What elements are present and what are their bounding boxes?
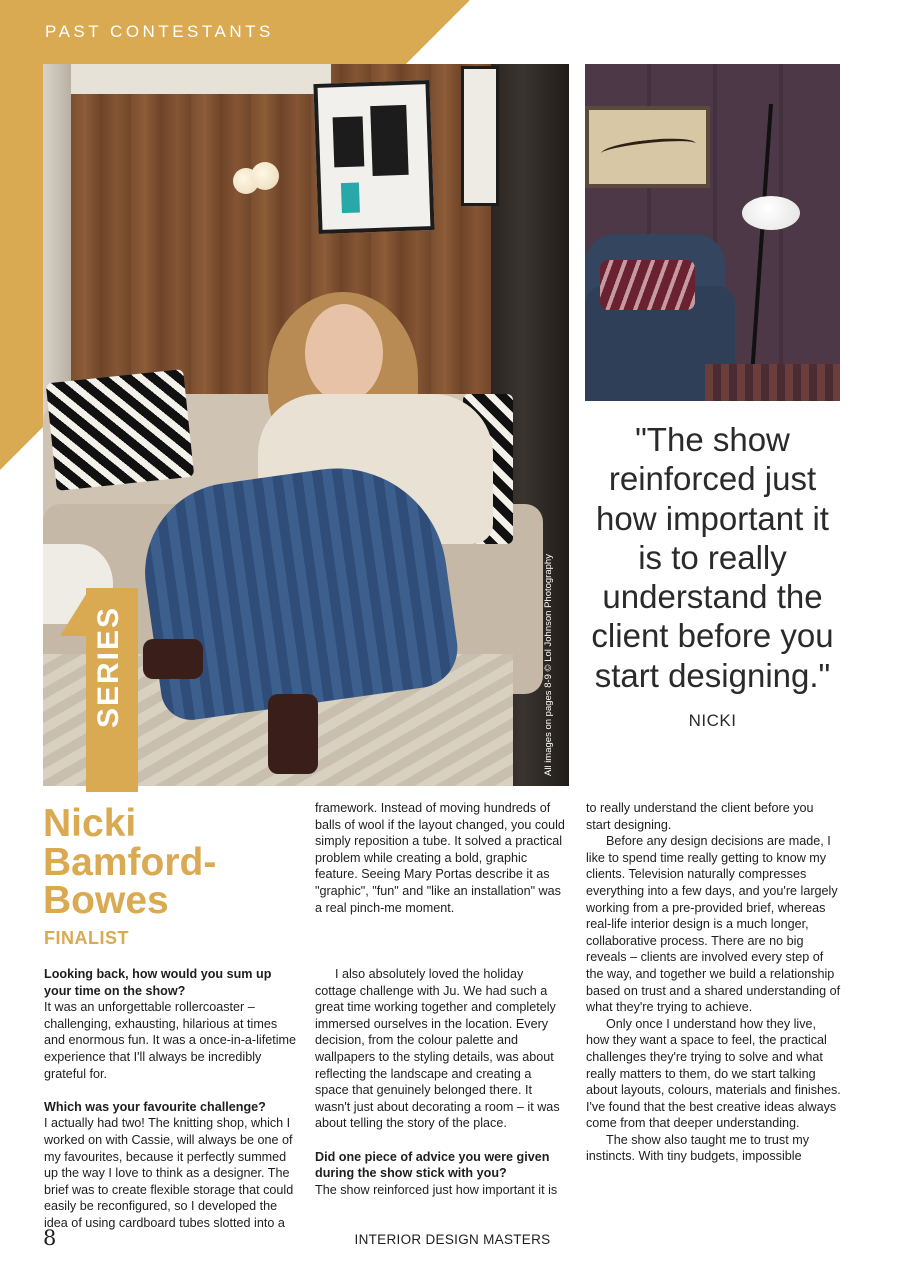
interview-question: Looking back, how would you sum up your time on the show? <box>44 967 272 998</box>
interview-answer: I also absolutely loved the holiday cottage challenge with Ju. We had such a great time working together and completely immersed ourselves in the location. Every decision, from the colour palette and wallpapers to the styling details, was about reflecting the landscape and creating a space that genuinely belonged there. It wasn't just about decorating a room – it was about telling the story of the place. <box>315 967 560 1131</box>
answer-text-continued: to really understand the client before you start designing. <box>586 801 814 832</box>
interview-answer-continued <box>315 800 568 966</box>
name-line: Bamford- <box>43 840 217 884</box>
answer-text-continued: framework. Instead of moving hundreds of balls of wool if the layout changed, you could simply reposition a tube. It solved a practical problem while creating a bold, graphic feature. Seeing Mary Portas describe it as "graphic", "fun" and "like an installation" was a real pinch-me moment. <box>315 800 565 915</box>
interview-answer <box>315 1182 568 1199</box>
article-column-2 <box>315 800 568 1198</box>
name-line: Bowes <box>43 879 169 922</box>
interview-answer: Before any design decisions are made, I like to spend time really getting to know my clients. Television naturally compresses everything into a few days, and you're largely working from a pre-provided brief, whereas real-life interior design is a much longer, collaborative process. There are no big reveals – clients are involved every step of the way, and together we build a relationship based on trust and a shared understanding of what they're trying to achieve. <box>586 834 841 1015</box>
series-label: SERIES <box>92 605 125 728</box>
magazine-name: INTERIOR DESIGN MASTERS <box>354 1232 551 1247</box>
pull-quote-text: "The show reinforced just how important it is to really understand the client before you start designing." <box>591 421 834 694</box>
interview-question: Did one piece of advice you were given during the show stick with you? <box>315 1149 550 1181</box>
answer-text: The show reinforced just how important it is <box>315 1182 558 1197</box>
page-number: 8 <box>43 1226 57 1250</box>
interior-detail-photo <box>585 64 840 401</box>
interview-answer: The show also taught me to trust my instincts. With tiny budgets, impossible <box>586 1132 809 1164</box>
photo-credit: All images on pages 8-9 © Lol Johnson Photography <box>543 554 554 776</box>
interview-answer <box>44 1115 298 1231</box>
interview-answer: It was an unforgettable rollercoaster – challenging, exhausting, hilarious at times and enormous fun. It was a once-in-a-lifetime experience that I'll always be incredibly grateful for. <box>44 1000 296 1081</box>
article-column-3 <box>586 800 841 1165</box>
interview-answer-continued <box>586 800 841 833</box>
contestant-name <box>43 802 293 922</box>
contestant-role: FINALIST <box>44 928 129 948</box>
pull-quote-author: NICKI <box>688 711 737 731</box>
interview-question: Which was your favourite challenge? <box>44 1099 266 1114</box>
section-label: PAST CONTESTANTS <box>45 22 274 41</box>
answer-text: I actually had two! The knitting shop, which I worked on with Cassie, will always be one of my favourites, because it perfectly summed up the way I love to think as a designer. The brief was to create flexible storage that could easily be reconfigured, so I developed the idea of using cardboard tubes slotted into a <box>44 1116 294 1230</box>
name-line: Nicki <box>43 802 137 845</box>
pull-quote <box>580 420 845 740</box>
article-column-1 <box>44 966 298 1231</box>
interview-answer: Only once I understand how they live, how they want a space to feel, the practical challenges they're trying to solve and what really matters to them, do we start talking about layouts, colours, materials and finishes. I've found that the best creative ideas always come from that deeper understanding. <box>586 1016 841 1131</box>
